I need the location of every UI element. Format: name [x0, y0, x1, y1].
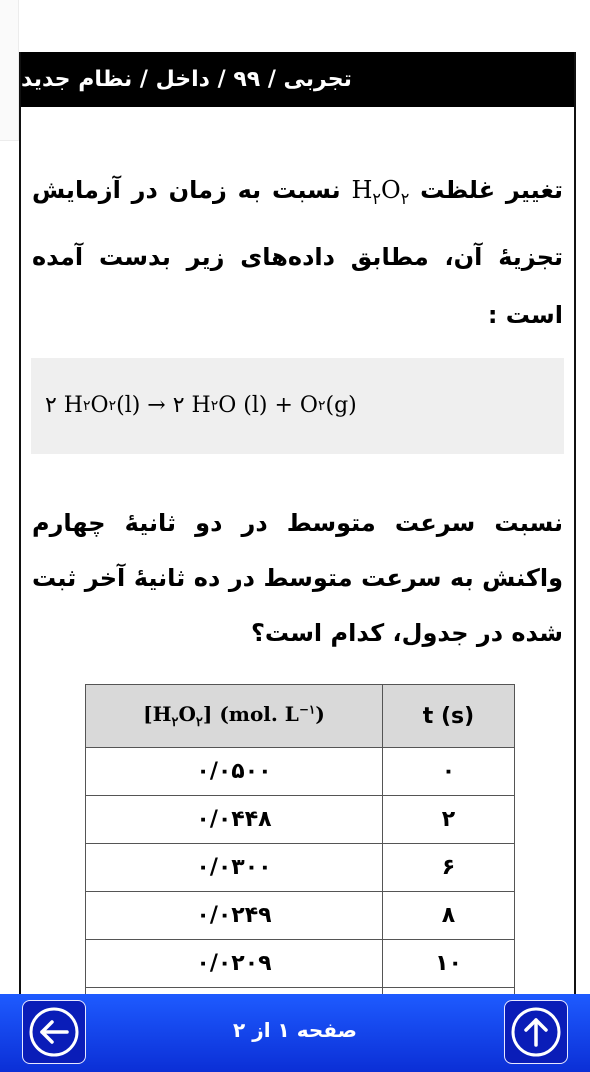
time-cell: ۰: [383, 748, 515, 796]
data-table: [85, 684, 515, 1036]
table-header-row: [86, 685, 515, 748]
bottom-navigation-bar: [0, 994, 590, 1072]
reaction-equation: ۲ H ۲ O ۲ (l) → ۲ H ۲ O (l) + O ۲ (g): [31, 358, 564, 454]
time-cell: ۲: [383, 796, 515, 844]
question-card: [19, 52, 576, 1002]
time-cell: ۶: [383, 844, 515, 892]
table-row: [86, 748, 515, 796]
table-row: [86, 796, 515, 844]
side-tab: [0, 0, 19, 141]
scroll-top-button[interactable]: [504, 1000, 568, 1064]
conc-cell: ۰/۰۲۰۹: [86, 940, 383, 988]
h2o2-formula: $H_۲O_۲$: [351, 176, 410, 208]
table-row: [86, 892, 515, 940]
question-prompt: نسبت سرعت متوسط در دو ثانیهٔ چهارم واکنش به سرعت متوسط در ده ثانیهٔ آخر ثبت شده در جدول، کدام است؟: [32, 508, 563, 647]
time-cell: ۸: [383, 892, 515, 940]
time-cell: ۱۰: [383, 940, 515, 988]
arrow-up-icon: [509, 1005, 563, 1059]
concentration-header: $[H_۲O_۲]$ (mol. $L^{-۱}$): [86, 685, 383, 748]
conc-cell: ۰/۰۴۴۸: [86, 796, 383, 844]
table-row: [86, 940, 515, 988]
question-source-title: تجربی / ۹۹ / داخل / نظام جدید: [21, 67, 352, 92]
time-header: t (s): [383, 685, 515, 748]
table-row: [86, 844, 515, 892]
question-text: [21, 147, 574, 344]
question-source-header: [21, 52, 574, 107]
page-indicator: صفحه ۱ از ۲: [233, 1018, 357, 1042]
conc-cell: ۰/۰۵۰۰: [86, 748, 383, 796]
question-text-part1: تغییر غلظت: [409, 176, 563, 204]
conc-cell: ۰/۰۲۴۹: [86, 892, 383, 940]
conc-cell: ۰/۰۳۰۰: [86, 844, 383, 892]
question-text-part2: نسبت به زمان در آزمایش تجزیهٔ آن، مطابق داده‌های زیر بدست آمده است :: [32, 176, 563, 329]
